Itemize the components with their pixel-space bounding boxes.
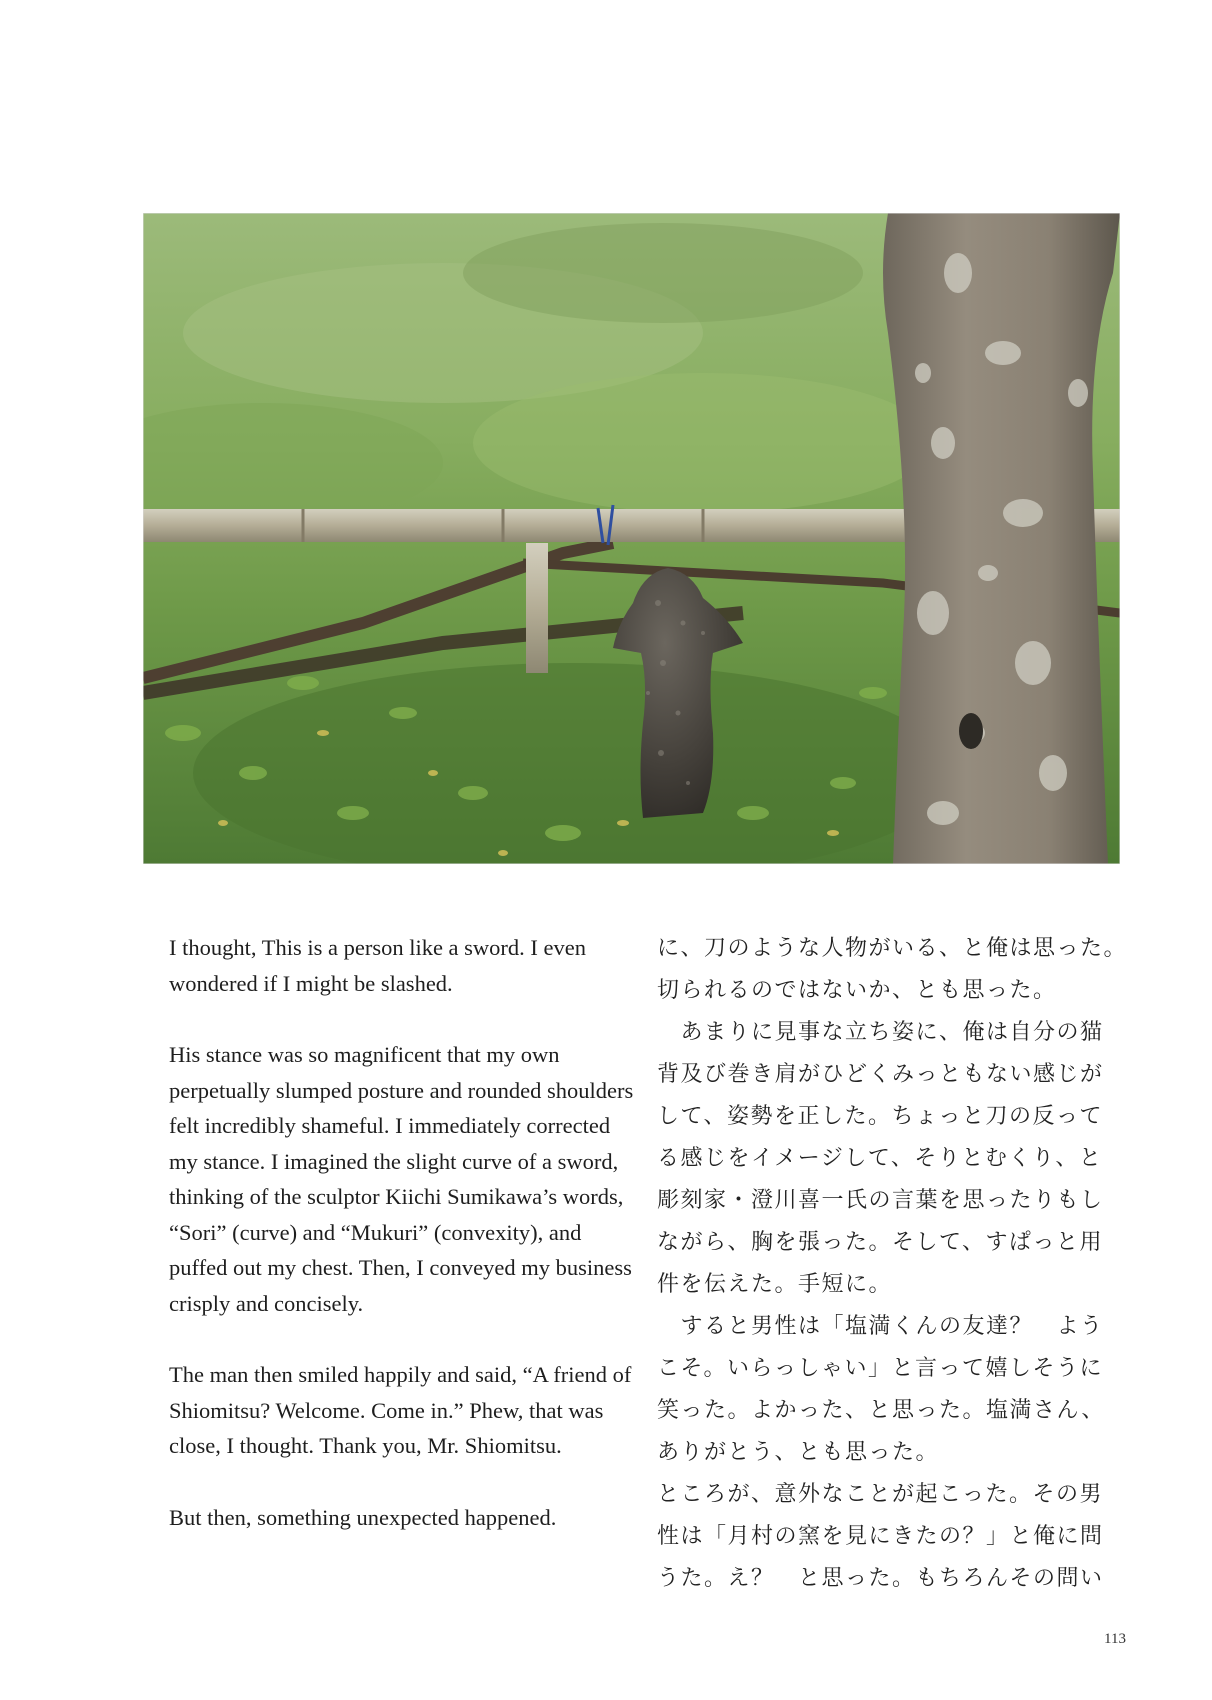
japanese-line: る感じをイメージして、そりとむくり、と (657, 1146, 1103, 1171)
japanese-line: 背及び巻き肩がひどくみっともない感じが (657, 1062, 1104, 1087)
tree-trunk (883, 213, 1120, 864)
garden-photo (143, 213, 1120, 864)
japanese-line: こそ。いらっしゃい」と言って嬉しそうに (657, 1356, 1104, 1381)
japanese-line: 彫刻家・澄川喜一氏の言葉を思ったりもし (657, 1188, 1104, 1213)
japanese-line: ところが、意外なことが起こった。その男 (657, 1482, 1104, 1507)
japanese-line: ありがとう、とも思った。 (657, 1440, 940, 1465)
japanese-line: 切られるのではないか、とも思った。 (657, 978, 1057, 1003)
japanese-line: に、刀のような人物がいる、と俺は思った。 (657, 936, 1128, 961)
english-paragraph: But then, something unexpected happened. (169, 1504, 557, 1530)
japanese-line: あまりに見事な立ち姿に、俺は自分の猫 (657, 1020, 1104, 1045)
japanese-line: 性は「月村の窯を見にきたの？」と俺に問 (657, 1524, 1104, 1549)
english-paragraph: I thought, This is a person like a sword. I even wondered if I might be slashed. (169, 935, 587, 996)
japanese-line: 件を伝えた。手短に。 (657, 1272, 893, 1297)
english-text-column (169, 930, 639, 1571)
japanese-line: 笑った。よかった、と思った。塩満さん、 (657, 1398, 1105, 1423)
bamboo-post (526, 543, 548, 673)
japanese-line: ながら、胸を張った。そして、すぱっと用 (657, 1230, 1104, 1255)
tree-knot (959, 713, 983, 749)
english-paragraph: The man then smiled happily and said, “A friend of Shiomitsu? Welcome. Come in.” Phew, that was close, I thought. Thank you, Mr. Shiomitsu. (169, 1362, 632, 1458)
page-number: 113 (1104, 1631, 1126, 1647)
japanese-line: して、姿勢を正した。ちょっと刀の反って (657, 1104, 1104, 1129)
japanese-line: うた。え？ と思った。もちろんその問い (657, 1566, 1104, 1591)
japanese-text-column (657, 928, 1127, 1600)
english-paragraph: His stance was so magnificent that my own perpetually slumped posture and rounded shoulders felt incredibly shameful. I immediately corrected my stance. I imagined the slight curve of a sword, thinking of the sculptor Kiichi Sumikawa’s words, “Sori” (curve) and “Mukuri” (convexity), and puffed out my chest. Then, I conveyed my business crisply and concisely. (169, 1042, 634, 1316)
japanese-line: すると男性は「塩満くんの友達？ よう (657, 1314, 1104, 1339)
